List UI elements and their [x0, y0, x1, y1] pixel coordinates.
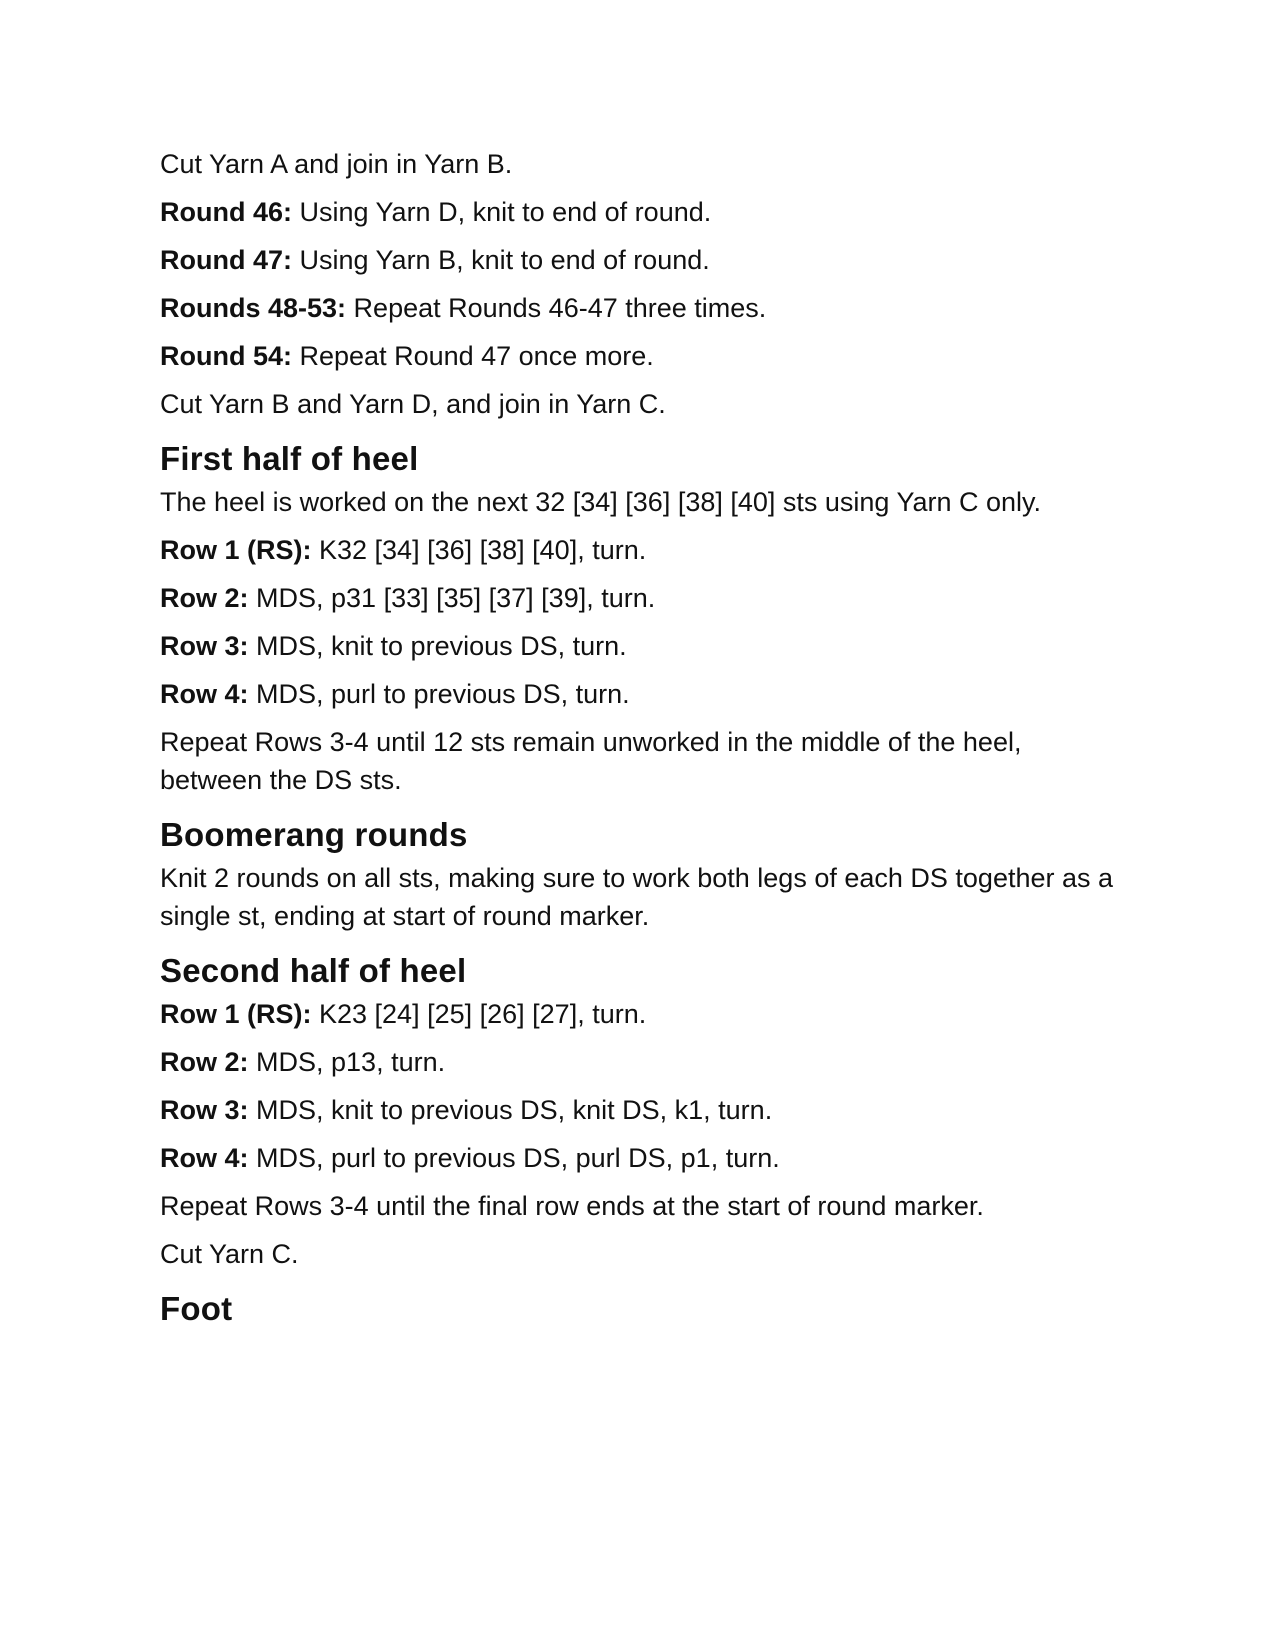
round-label: Round 47:: [160, 245, 292, 275]
instruction-round-54: [160, 337, 1120, 375]
round-label: Round 46:: [160, 197, 292, 227]
row-label: Row 2:: [160, 583, 249, 613]
instruction-round-46: [160, 193, 1120, 231]
row-text: MDS, p13, turn.: [248, 1047, 446, 1077]
row-label: Row 1 (RS):: [160, 999, 312, 1029]
second-half-repeat: Repeat Rows 3-4 until the final row ends at the start of round marker.: [160, 1191, 984, 1221]
row-label: Row 3:: [160, 631, 249, 661]
row-label: Row 4:: [160, 1143, 249, 1173]
first-half-row-1: [160, 531, 1120, 569]
second-half-row-1: [160, 995, 1120, 1033]
row-text: MDS, purl to previous DS, turn.: [248, 679, 630, 709]
row-label: Row 2:: [160, 1047, 249, 1077]
heading-boomerang-rounds: Boomerang rounds: [160, 816, 468, 853]
second-half-row-3: [160, 1091, 1120, 1129]
boomerang-instruction: Knit 2 rounds on all sts, making sure to work both legs of each DS together as a single st, ending at start of round marker.: [160, 863, 1114, 931]
row-text: MDS, p31 [33] [35] [37] [39], turn.: [248, 583, 656, 613]
round-label: Round 54:: [160, 341, 292, 371]
instruction-cut-yarn-a: Cut Yarn A and join in Yarn B.: [160, 149, 513, 179]
round-text: Repeat Round 47 once more.: [292, 341, 654, 371]
second-half-row-4: [160, 1139, 1120, 1177]
round-text: Repeat Rounds 46-47 three times.: [346, 293, 767, 323]
row-text: MDS, knit to previous DS, knit DS, k1, turn.: [248, 1095, 773, 1125]
first-half-repeat: Repeat Rows 3-4 until 12 sts remain unworked in the middle of the heel, between the DS sts.: [160, 727, 1022, 795]
round-label: Rounds 48-53:: [160, 293, 347, 323]
heading-foot: Foot: [160, 1290, 233, 1327]
first-half-row-2: [160, 579, 1120, 617]
second-half-row-2: [160, 1043, 1120, 1081]
first-half-row-3: [160, 627, 1120, 665]
round-text: Using Yarn B, knit to end of round.: [292, 245, 710, 275]
instruction-round-47: [160, 241, 1120, 279]
first-half-intro: The heel is worked on the next 32 [34] [36] [38] [40] sts using Yarn C only.: [160, 487, 1042, 517]
instruction-rounds-48-53: [160, 289, 1120, 327]
row-text: MDS, knit to previous DS, turn.: [248, 631, 627, 661]
row-label: Row 3:: [160, 1095, 249, 1125]
heading-second-half-of-heel: Second half of heel: [160, 952, 467, 989]
row-text: K23 [24] [25] [26] [27], turn.: [311, 999, 647, 1029]
heading-first-half-of-heel: First half of heel: [160, 440, 419, 477]
round-text: Using Yarn D, knit to end of round.: [292, 197, 712, 227]
first-half-row-4: [160, 675, 1120, 713]
row-text: MDS, purl to previous DS, purl DS, p1, turn.: [248, 1143, 780, 1173]
row-label: Row 4:: [160, 679, 249, 709]
row-label: Row 1 (RS):: [160, 535, 312, 565]
instruction-cut-yarn-c: Cut Yarn C.: [160, 1239, 299, 1269]
row-text: K32 [34] [36] [38] [40], turn.: [311, 535, 647, 565]
pattern-page: [160, 145, 1120, 1333]
instruction-cut-yarn-b-d: Cut Yarn B and Yarn D, and join in Yarn C.: [160, 389, 666, 419]
